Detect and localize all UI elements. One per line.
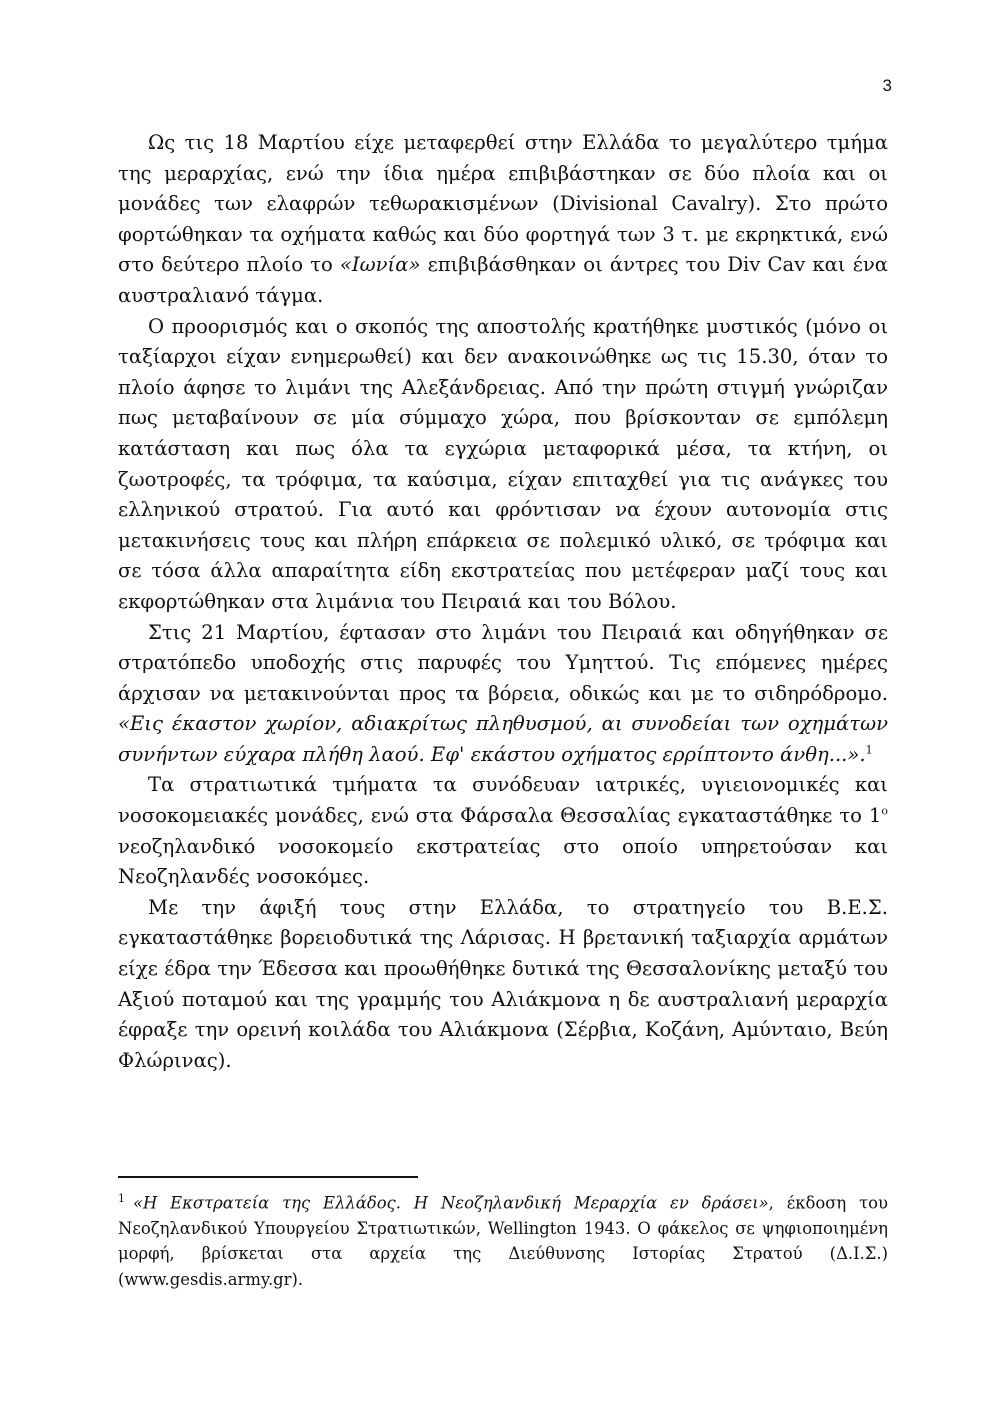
paragraph-1 [118,128,888,312]
quotation: «Εις έκαστον χωρίον, αδιακρίτως πληθυσμού, αι συνοδείαι των οχημάτων συνήντων εύχαρα πλήθη λαού. Εφ' εκάστου οχήματος ερρίπτοντο άνθη...». [118,712,888,766]
footnote-reference: 1 [865,743,873,757]
footnote-title: «Η Εκστρατεία της Ελλάδος. Η Νεοζηλανδική Μεραρχία εν δράσει» [133,1193,769,1213]
paragraph-2: Ο προορισμός και ο σκοπός της αποστολής κρατήθηκε μυστικός (μόνο οι ταξίαρχοι είχαν ενημερωθεί) και δεν ανακοινώθηκε ως τις 15.30, όταν το πλοίο άφησε το λιμάνι της Αλεξάνδρειας. Από την πρώτη στιγμή γνώριζαν πως μεταβαίνουν σε μία σύμμαχο χώρα, που βρίσκονταν σε εμπόλεμη κατάσταση και πως όλα τα εγχώρια μεταφορικά μέσα, τα κτήνη, οι ζωοτροφές, τα τρόφιμα, τα καύσιμα, είχαν επιταχθεί για τις ανάγκες του ελληνικού στρατού. Για αυτό και φρόντισαν να έχουν αυτονομία στις μετακινήσεις τους και πλήρη επάρκεια σε πολεμικό υλικό, σε τρόφιμα και σε τόσα άλλα απαραίτητα είδη εκστρατείας που μετέφεραν μαζί τους και εκφορτώθηκαν στα λιμάνια του Πειραιά και του Βόλου. [118,314,888,613]
paragraph-1-end: επιβιβάσθηκαν οι άντρες του Div Cav και ένα αυστραλιανό τάγμα. [118,253,888,307]
ordinal-superscript: ο [881,804,888,818]
ship-name: «Ιωνία» [339,253,421,277]
footnote-text: , έκδοση του Νεοζηλανδικού Υπουργείου Στρατιωτικών, Wellington 1943. Ο φάκελος σε ψηφιοποιημένη μορφή, βρίσκεται στα αρχεία της Διεύθυνσης Ιστορίας Στρατού (Δ.Ι.Σ.) (www.gesdis.army.gr). [118,1193,888,1289]
page-number: 3 [882,76,892,95]
footnote [118,1186,888,1292]
paragraph-4-text-b: νεοζηλανδικό νοσοκομείο εκστρατείας στο οποίο υπηρετούσαν και Νεοζηλανδές νοσοκόμες. [118,834,888,889]
footnote-separator [118,1176,418,1178]
body-text [118,128,888,1076]
paragraph-5: Με την άφιξή τους στην Ελλάδα, το στρατηγείο του Β.Ε.Σ. εγκαταστάθηκε βορειοδυτικά της Λάρισας. Η βρετανική ταξιαρχία αρμάτων είχε έδρα την Έδεσσα και προωθήθηκε δυτικά της Θεσσαλονίκης μεταξύ του Αξιού ποταμού και της γραμμής του Αλιάκμονα η δε αυστραλιανή μεραρχία έφραξε την ορεινή κοιλάδα του Αλιάκμονα (Σέρβια, Κοζάνη, Αμύνταιο, Βεύη Φλώρινας). [118,895,888,1072]
paragraph-3 [118,618,888,771]
paragraph-4-text-a: Τα στρατιωτικά τμήματα τα συνόδευαν ιατρικές, υγιειονομικές και νοσοκομειακές μονάδες, ενώ στα Φάρσαλα Θεσσαλίας εγκαταστάθηκε το 1 [118,773,888,828]
paragraph-1-text: Ως τις 18 Μαρτίου είχε μεταφερθεί στην Ελλάδα το μεγαλύτερο τμήμα της μεραρχίας, ενώ την ίδια ημέρα επιβιβάστηκαν σε δύο πλοία και οι μονάδες των ελαφρών τεθωρακισμένων (Divisional Cavalry). Στο πρώτο φορτώθηκαν τα οχήματα καθώς και δύο φορτηγά των 3 τ. με εκρηκτικά, ενώ στο δεύτερο πλοίο το [118,131,888,277]
paragraph-3-text: Στις 21 Μαρτίου, έφτασαν στο λιμάνι του Πειραιά και οδηγήθηκαν σε στρατόπεδο υποδοχής στις παρυφές του Υμηττού. Τις επόμενες ημέρες άρχισαν να μετακινούνται προς τα βόρεια, οδικώς και με το σιδηρόδρομο. [118,620,888,705]
paragraph-4 [118,770,888,892]
footnote-mark: 1 [118,1192,125,1205]
